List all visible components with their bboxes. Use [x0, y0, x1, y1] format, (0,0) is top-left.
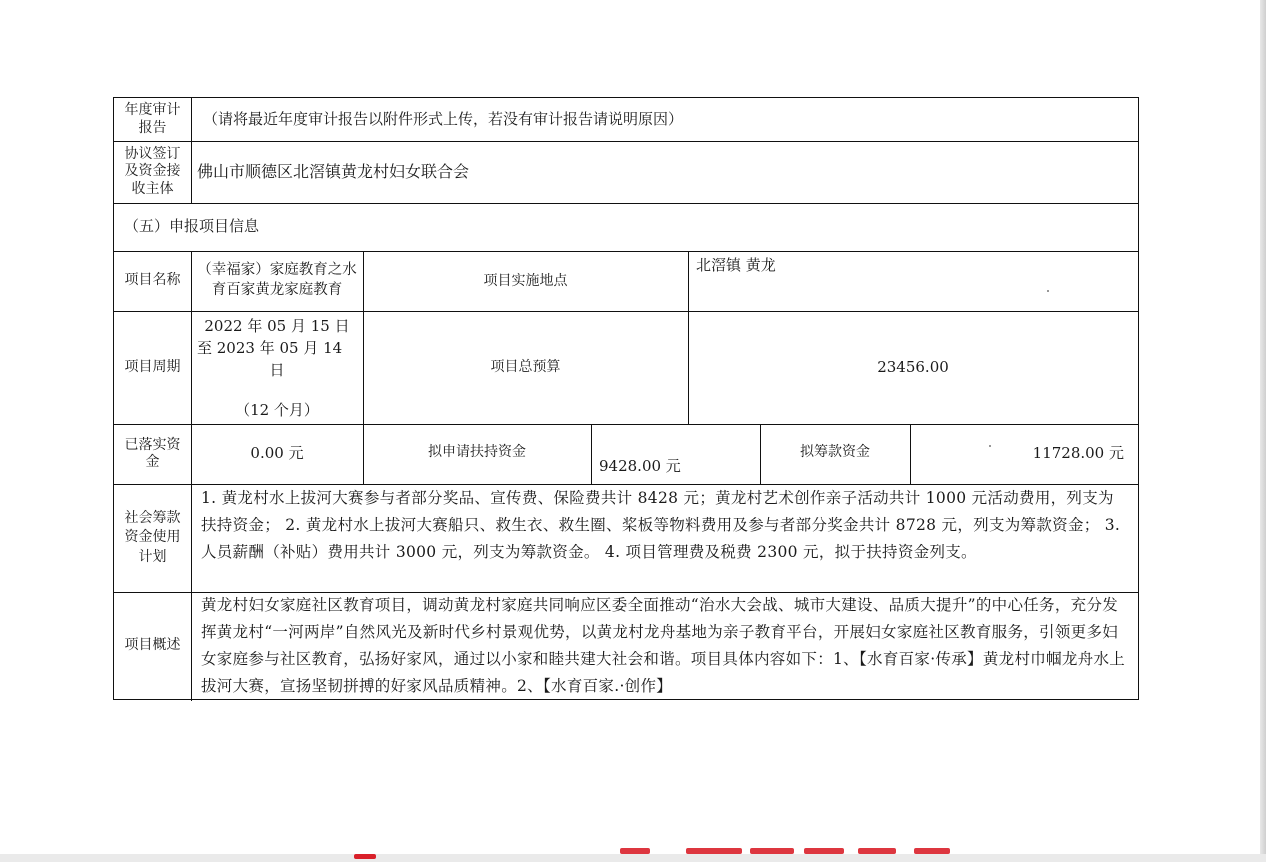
- audit-report-value: （请将最近年度审计报告以附件形式上传，若没有审计报告请说明原因）: [203, 109, 684, 128]
- section-title: （五）申报项目信息: [124, 217, 260, 236]
- secured-funds-label: 已落实资金: [124, 436, 181, 470]
- agreement-entity-value: 佛山市顺德区北滘镇黄龙村妇女联合会: [197, 162, 470, 182]
- project-location-value: 北滘镇 黄龙: [696, 256, 776, 274]
- period-end-suffix: 日: [269, 361, 285, 379]
- red-seal-fragment: [600, 840, 960, 862]
- scan-speck: [1047, 290, 1049, 292]
- project-location-label: 项目实施地点: [483, 272, 568, 289]
- project-overview-text: 黄龙村妇女家庭社区教育项目，调动黄龙村家庭共同响应区委全面推动“治水大会战、城市大建设、品质大提升”的中心任务，充分发挥黄龙村“一河两岸”自然风光及新时代乡村景观优势，以黄龙村龙舟基地为亲子教育平台，开展妇女家庭社区教育服务，引领更多妇女家庭参与社区教育，弘扬好家风，通过以小家和睦共建大社会和谐。项目具体内容如下：1、【水育百家·传承】黄龙村巾帼龙舟水上拔河大赛，宣扬坚韧拼搏的好家风品质精神。2、【水育百家.·创作】: [201, 596, 1126, 695]
- project-period-value: [191, 311, 363, 424]
- raise-funds-label: 拟筹款资金: [800, 444, 870, 460]
- audit-report-label: 年度审计报告: [124, 102, 181, 136]
- project-overview-label: 项目概述: [124, 637, 181, 654]
- secured-funds-value: 0.00 元: [250, 444, 304, 463]
- scan-speck: [989, 445, 991, 447]
- project-name-value: （幸福家）家庭教育之水育百家黄龙家庭教育: [197, 262, 357, 298]
- project-name-label: 项目名称: [124, 272, 181, 289]
- fund-plan-label: 社会筹款资金使用计划: [124, 509, 181, 565]
- project-budget-label: 项目总预算: [490, 359, 561, 376]
- page-edge-shadow: [1260, 0, 1266, 862]
- fund-plan-text: 1. 黄龙村水上拔河大赛参与者部分奖品、宣传费、保险费共计 8428 元；黄龙村艺术创作亲子活动共计 1000 元活动费用，列支为扶持资金； 2. 黄龙村水上拔河大赛船只、救生衣、救生圈、桨板等物料费用及参与者部分奖金共计 8728 元，列支为筹款资金； 3. 人员薪酬（补贴）费用共计 3000 元，列支为筹款资金。 4. 项目管理费及税费 2300 元，拟于扶持资金列支。: [201, 489, 1121, 561]
- project-period-label: 项目周期: [124, 358, 181, 375]
- agreement-entity-label: 协议签订及资金接收主体: [124, 145, 181, 197]
- raise-funds-value: 11728.00 元: [1032, 444, 1124, 463]
- project-budget-value: 23456.00: [877, 357, 949, 376]
- support-funds-label: 拟申请扶持资金: [428, 444, 526, 460]
- period-start: 2022 年 05 月 15 日: [204, 317, 350, 335]
- red-stamp-fragment: [352, 848, 380, 862]
- period-end: 至 2023 年 05 月 14: [197, 339, 343, 357]
- application-form-table: [113, 97, 1139, 700]
- support-funds-value: 9428.00 元: [599, 457, 681, 476]
- period-duration: （12 个月）: [235, 401, 319, 419]
